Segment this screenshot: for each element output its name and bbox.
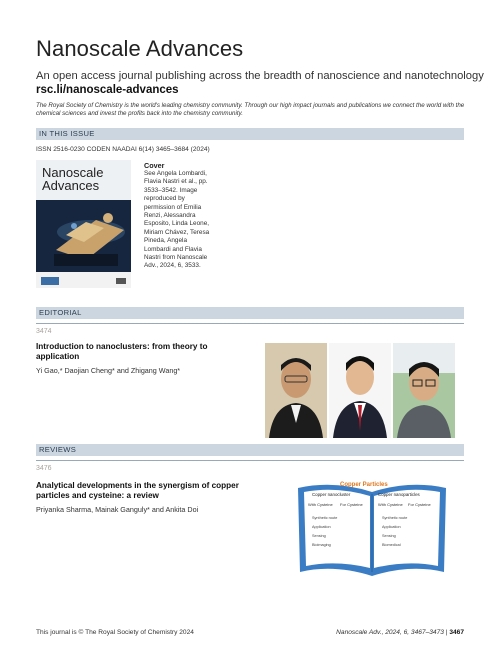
rsc-statement: The Royal Society of Chemistry is the world's leading chemistry community. Through our high impact journals and publications we connect the world with the chemical sciences and invest the profits back into the chemistry community. [36, 102, 465, 117]
list-item: Application [382, 525, 401, 529]
in-this-issue-bar: IN THIS ISSUE [36, 128, 464, 140]
toc-graphic[interactable] [294, 480, 450, 580]
rsc-logo-icon [41, 277, 59, 285]
editorial-bar: EDITORIAL [36, 307, 464, 319]
editorial-page-number[interactable]: 3474 [36, 328, 52, 335]
footer-page-number: 3467 [449, 629, 464, 636]
toc-left-list [312, 514, 337, 550]
toc-left-col2: For Cysteine [340, 502, 363, 507]
cover-image[interactable] [36, 160, 131, 288]
editorial-article-title[interactable]: Introduction to nanoclusters: from theory to application [36, 342, 208, 361]
list-item: Biomedical [382, 543, 401, 547]
editorial-authors: Yi Gao,* Daojian Cheng* and Zhigang Wang* [36, 366, 181, 375]
author-photo-3 [393, 343, 455, 438]
toc-right-col2: For Cysteine [408, 502, 431, 507]
society-logo-icon [116, 278, 126, 284]
toc-right-list [382, 514, 407, 550]
author-photo-1 [265, 343, 327, 438]
cover-heading: Cover [144, 161, 165, 170]
person-icon [393, 343, 455, 438]
footer-citation [300, 629, 464, 636]
cover-artwork [36, 160, 131, 288]
issn-line: ISSN 2516-0230 CODEN NAADAI 6(14) 3465–3684 (2024) [36, 146, 210, 153]
list-item: Sensing [312, 534, 326, 538]
person-icon [265, 343, 327, 438]
person-icon [329, 343, 391, 438]
author-photo-2 [329, 343, 391, 438]
toc-left-heading: Copper nanocluster [312, 492, 351, 497]
reviews-rule [36, 460, 464, 461]
toc-right-heading: Copper nanoparticles [378, 492, 420, 497]
journal-url-link[interactable]: rsc.li/nanoscale-advances [36, 84, 179, 96]
list-item: Bioimaging [312, 543, 331, 547]
review-page-number[interactable]: 3476 [36, 465, 52, 472]
toc-left-col1: With Cysteine [308, 502, 333, 507]
review-article-title[interactable]: Analytical developments in the synergism of copper particles and cysteine: a review [36, 481, 239, 500]
footer-copyright: This journal is © The Royal Society of Chemistry 2024 [36, 629, 194, 636]
journal-title: Nanoscale Advances [36, 36, 244, 61]
list-item: Synthetic route [312, 516, 338, 520]
cover-description: See Angela Lombardi, Flavia Nastri et al., pp. 3533–3542. Image reproduced by permission of Emilia Renzi, Alessandra Esposito, Linda Leone, Miriam Chávez, Teresa Pineda, Angela Lombardi and Flavia Nastri from Nanoscale Adv., 2024, 6, 3533. [144, 170, 210, 270]
list-item: Synthetic route [382, 516, 408, 520]
editorial-rule [36, 323, 464, 324]
review-authors: Priyanka Sharma, Mainak Ganguly* and Ankita Doi [36, 505, 199, 514]
footer-separator: | [445, 629, 450, 636]
journal-subtitle: An open access journal publishing across the breadth of nanoscience and nanotechnology [36, 70, 484, 82]
list-item: Sensing [382, 534, 396, 538]
footer-citation-text: Nanoscale Adv., 2024, 6, 3467–3473 [336, 629, 444, 636]
list-item: Application [312, 525, 331, 529]
reviews-bar: REVIEWS [36, 444, 464, 456]
cover-journal-line2: Advances [42, 178, 100, 193]
toc-right-col1: With Cysteine [378, 502, 403, 507]
toc-banner: Copper Particles [340, 482, 388, 488]
cover-journal-line1: Nanoscale [42, 165, 104, 180]
